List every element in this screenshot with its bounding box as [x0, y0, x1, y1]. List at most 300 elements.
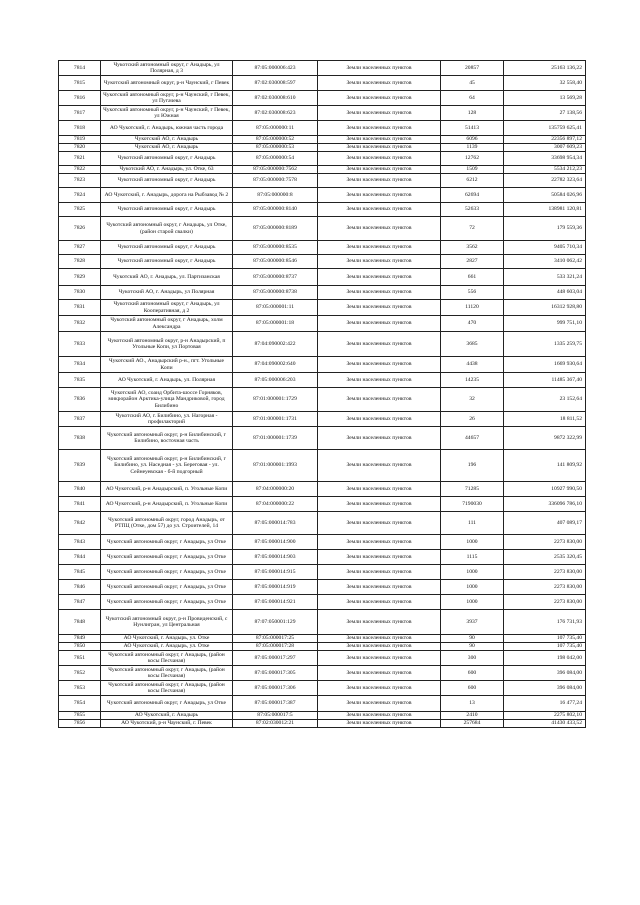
cell-cad: 87:05:000000:8737 — [233, 269, 318, 286]
table-row — [59, 681, 586, 696]
cell-cad: 87:01:000001:1739 — [233, 427, 318, 450]
cell-area: 20857 — [441, 61, 504, 76]
cell-val: 2535 320,45 — [504, 550, 586, 565]
table-row — [59, 610, 586, 635]
cell-cad: 87:05:000014:915 — [233, 565, 318, 580]
cell-area: 62694 — [441, 188, 504, 203]
table-body — [59, 61, 586, 728]
cell-addr: АО Чукотский, г. Анадырь, южная часть города — [101, 121, 233, 136]
cell-val: 10927 990,50 — [504, 482, 586, 497]
cell-addr: Чукотский автономный округ, р-н Чаунский, г Певек, ул Пугачева — [101, 91, 233, 106]
cell-addr: Чукотский автономный округ, г Анадырь, ул Отке, (район старой свалки) — [101, 217, 233, 241]
cell-n: 7818 — [59, 121, 101, 136]
cell-val: 2273 830,00 — [504, 535, 586, 550]
cell-n: 7836 — [59, 388, 101, 412]
table-row — [59, 217, 586, 241]
cell-addr: АО Чукотский, г. Анадырь, ул. Отке — [101, 635, 233, 643]
cell-n: 7815 — [59, 76, 101, 91]
table-row — [59, 696, 586, 712]
table-row — [59, 712, 586, 720]
cell-cad: 87:05:000000:8535 — [233, 241, 318, 255]
cell-cad: 87:01:000001:1993 — [233, 450, 318, 482]
cell-cad: 87:02:030012:21 — [233, 720, 318, 728]
cell-cat: Земли населенных пунктов — [318, 535, 441, 550]
cell-area: 1000 — [441, 595, 504, 610]
cell-cat: Земли населенных пунктов — [318, 357, 441, 373]
cell-addr: АО Чукотский, г. Анадырь, дорога на Рыбзавод № 2 — [101, 188, 233, 203]
cell-addr: Чукотский АО, соаид Орбита-шоссе Горняков, микрорайон Арктика-улица Мандриковой, город Билибино — [101, 388, 233, 412]
cell-val: 23 152,64 — [504, 388, 586, 412]
cell-val: 25163 136,22 — [504, 61, 586, 76]
cell-cat: Земли населенных пунктов — [318, 643, 441, 651]
cell-n: 7816 — [59, 91, 101, 106]
cell-cat: Земли населенных пунктов — [318, 241, 441, 255]
cell-area: 661 — [441, 269, 504, 286]
cell-val: 5534 212,23 — [504, 166, 586, 174]
cell-n: 7842 — [59, 512, 101, 535]
cell-n: 7832 — [59, 316, 101, 332]
cell-val: 13 569,28 — [504, 91, 586, 106]
cell-cat: Земли населенных пунктов — [318, 286, 441, 300]
cell-val: 22356 897,12 — [504, 136, 586, 144]
table-row — [59, 106, 586, 121]
cell-addr: Чукотский автономный округ, г Анадырь, ул Полярная, д 3 — [101, 61, 233, 76]
cell-area: 90 — [441, 635, 504, 643]
cell-area: 3685 — [441, 332, 504, 357]
cell-n: 7829 — [59, 269, 101, 286]
table-row — [59, 427, 586, 450]
cell-n: 7833 — [59, 332, 101, 357]
cell-val: 107 735,40 — [504, 643, 586, 651]
cell-val: 107 735,40 — [504, 635, 586, 643]
cell-val: 2273 830,00 — [504, 580, 586, 595]
table-row — [59, 174, 586, 188]
cell-n: 7856 — [59, 720, 101, 728]
cell-n: 7826 — [59, 217, 101, 241]
cell-cad: 87:04:090002:640 — [233, 357, 318, 373]
cell-area: 300 — [441, 651, 504, 666]
cell-cat: Земли населенных пунктов — [318, 300, 441, 316]
table-row — [59, 482, 586, 497]
cell-cad: 87:04:000000:20 — [233, 482, 318, 497]
cell-cad: 87:05:000000:7578 — [233, 174, 318, 188]
cell-cat: Земли населенных пунктов — [318, 681, 441, 696]
cell-cat: Земли населенных пунктов — [318, 427, 441, 450]
cell-cad: 87:05:000014:900 — [233, 535, 318, 550]
cell-addr: АО Чукотский, г. Анадырь, ул. Полярная — [101, 373, 233, 388]
cell-cat: Земли населенных пунктов — [318, 651, 441, 666]
cell-n: 7819 — [59, 136, 101, 144]
land-registry-sheet — [58, 60, 586, 728]
table-row — [59, 166, 586, 174]
cell-cat: Земли населенных пунктов — [318, 666, 441, 681]
cell-addr: Чукотский автономный округ, г Анадырь, (район косы Песчаная) — [101, 666, 233, 681]
cell-cat: Земли населенных пунктов — [318, 269, 441, 286]
cell-area: 4438 — [441, 357, 504, 373]
cell-cat: Земли населенных пунктов — [318, 332, 441, 357]
cell-area: 600 — [441, 681, 504, 696]
table-row — [59, 666, 586, 681]
cell-cat: Земли населенных пунктов — [318, 412, 441, 427]
cell-n: 7846 — [59, 580, 101, 595]
cell-cat: Земли населенных пунктов — [318, 152, 441, 166]
cell-cat: Земли населенных пунктов — [318, 565, 441, 580]
table-row — [59, 643, 586, 651]
cell-n: 7827 — [59, 241, 101, 255]
table-row — [59, 61, 586, 76]
cell-area: 470 — [441, 316, 504, 332]
cell-cat: Земли населенных пунктов — [318, 203, 441, 217]
cell-val: 179 559,36 — [504, 217, 586, 241]
cell-addr: Чукотский автономный округ, р-н Провиденский, с Нунлигран, ул Центральная — [101, 610, 233, 635]
cell-cad: 87:05:000014:919 — [233, 580, 318, 595]
table-row — [59, 269, 586, 286]
cell-n: 7825 — [59, 203, 101, 217]
cell-cat: Земли населенных пунктов — [318, 482, 441, 497]
cell-n: 7840 — [59, 482, 101, 497]
cell-area: 13 — [441, 696, 504, 712]
cell-val: 135759 625,41 — [504, 121, 586, 136]
cell-area: 2410 — [441, 712, 504, 720]
cell-area: 257684 — [441, 720, 504, 728]
cell-cad: 87:05:000017:297 — [233, 651, 318, 666]
table-row — [59, 188, 586, 203]
cell-val: 448 603,04 — [504, 286, 586, 300]
cell-cad: 87:05:000006:423 — [233, 61, 318, 76]
table-row — [59, 535, 586, 550]
table-row — [59, 450, 586, 482]
cell-val: 198 042,00 — [504, 651, 586, 666]
cell-cat: Земли населенных пунктов — [318, 174, 441, 188]
cell-n: 7821 — [59, 152, 101, 166]
cell-addr: АО Чукотский, р-н Чаунский, г. Певек — [101, 720, 233, 728]
table-row — [59, 300, 586, 316]
cell-n: 7823 — [59, 174, 101, 188]
cell-cat: Земли населенных пунктов — [318, 635, 441, 643]
cell-val: 1335 259,75 — [504, 332, 586, 357]
cell-val: 176 731,93 — [504, 610, 586, 635]
table-row — [59, 595, 586, 610]
table-row — [59, 203, 586, 217]
cell-val: 1669 930,64 — [504, 357, 586, 373]
cell-n: 7814 — [59, 61, 101, 76]
cell-area: 45 — [441, 76, 504, 91]
cell-area: 1139 — [441, 144, 504, 152]
cell-addr: Чукотский автономный округ, г Анадырь — [101, 255, 233, 269]
cell-cad: 87:02:030008:623 — [233, 106, 318, 121]
cell-val: 336096 786,10 — [504, 497, 586, 512]
cell-area: 111 — [441, 512, 504, 535]
cell-cat: Земли населенных пунктов — [318, 512, 441, 535]
cell-val: 396 084,00 — [504, 666, 586, 681]
table-row — [59, 91, 586, 106]
cell-val: 9872 322,99 — [504, 427, 586, 450]
cell-cat: Земли населенных пунктов — [318, 720, 441, 728]
table-row — [59, 635, 586, 643]
cell-val: 533 321,24 — [504, 269, 586, 286]
cell-addr: Чукотский автономный округ, г Анадырь, ул Отке — [101, 595, 233, 610]
cell-n: 7839 — [59, 450, 101, 482]
table-row — [59, 332, 586, 357]
cell-area: 90 — [441, 643, 504, 651]
table-row — [59, 497, 586, 512]
table-row — [59, 316, 586, 332]
table-row — [59, 580, 586, 595]
cell-val: 50584 026,96 — [504, 188, 586, 203]
cell-val: 32 558,40 — [504, 76, 586, 91]
cell-val: 141 809,92 — [504, 450, 586, 482]
cell-area: 1000 — [441, 535, 504, 550]
cell-n: 7820 — [59, 144, 101, 152]
cell-val: 2275 802,10 — [504, 712, 586, 720]
cell-val: 2273 830,00 — [504, 595, 586, 610]
table-row — [59, 388, 586, 412]
cell-addr: Чукотский АО, г. Анадырь — [101, 144, 233, 152]
cell-addr: Чукотский автономный округ, р-н Билибинский, г Билибино, восточная часть — [101, 427, 233, 450]
cell-cat: Земли населенных пунктов — [318, 106, 441, 121]
cell-n: 7835 — [59, 373, 101, 388]
cell-cat: Земли населенных пунктов — [318, 712, 441, 720]
cell-addr: Чукотский автономный округ, г Анадырь — [101, 174, 233, 188]
table-row — [59, 720, 586, 728]
cell-addr: Чукотский автономный округ, г Анадырь, ул Отке — [101, 696, 233, 712]
table-row — [59, 286, 586, 300]
cell-n: 7830 — [59, 286, 101, 300]
cell-cad: 87:02:030008:597 — [233, 76, 318, 91]
cell-n: 7841 — [59, 497, 101, 512]
cell-addr: Чукотский автономный округ, г Анадырь, (район косы Песчаная) — [101, 651, 233, 666]
cell-addr: Чукотский автономный округ, г Анадырь, ул Отке — [101, 535, 233, 550]
cell-cad: 87:05:000000:11 — [233, 121, 318, 136]
cell-n: 7847 — [59, 595, 101, 610]
table-row — [59, 121, 586, 136]
cell-cad: 87:01:000001:1731 — [233, 412, 318, 427]
cell-area: 196 — [441, 450, 504, 482]
cell-cat: Земли населенных пунктов — [318, 61, 441, 76]
cell-addr: Чукотский автономный округ, р-н Анадырский, п Угольные Копи, ул Портовая — [101, 332, 233, 357]
cell-cad: 87:05:000000:54 — [233, 152, 318, 166]
table-row — [59, 565, 586, 580]
cell-area: 2827 — [441, 255, 504, 269]
cell-addr: Чукотский автономный округ, г Анадырь — [101, 241, 233, 255]
cell-cad: 87:07:050001:129 — [233, 610, 318, 635]
cell-addr: Чукотский автономный округ, г Анадырь, (район косы Песчаная) — [101, 681, 233, 696]
cell-area: 6212 — [441, 174, 504, 188]
cell-val: 138981 120,81 — [504, 203, 586, 217]
cell-cat: Земли населенных пунктов — [318, 388, 441, 412]
cell-val: 27 138,56 — [504, 106, 586, 121]
cell-addr: Чукотский автономный округ, г Анадырь, ул Отке — [101, 565, 233, 580]
cell-cat: Земли населенных пунктов — [318, 91, 441, 106]
cell-cat: Земли населенных пунктов — [318, 255, 441, 269]
cell-cad: 87:05:000014:783 — [233, 512, 318, 535]
cell-addr: Чукотский автономный округ, г Анадырь — [101, 203, 233, 217]
cell-cat: Земли населенных пунктов — [318, 76, 441, 91]
table-row — [59, 241, 586, 255]
cell-cad: 87:04:090002:422 — [233, 332, 318, 357]
cell-area: 14235 — [441, 373, 504, 388]
cell-area: 1000 — [441, 580, 504, 595]
cell-cad: 87:05:000000:8546 — [233, 255, 318, 269]
cell-val: 396 084,00 — [504, 681, 586, 696]
cell-cad: 87:05:000017:306 — [233, 681, 318, 696]
cell-cad: 87:05:000001:11 — [233, 300, 318, 316]
cell-n: 7848 — [59, 610, 101, 635]
cell-n: 7855 — [59, 712, 101, 720]
cell-addr: Чукотский автономный округ, г Анадырь, ул Отке — [101, 580, 233, 595]
cell-n: 7838 — [59, 427, 101, 450]
table-row — [59, 76, 586, 91]
cell-cad: 87:02:030008:610 — [233, 91, 318, 106]
cell-addr: АО Чукотский, г. Анадырь — [101, 712, 233, 720]
cell-cat: Земли населенных пунктов — [318, 217, 441, 241]
cell-area: 44657 — [441, 427, 504, 450]
cell-n: 7824 — [59, 188, 101, 203]
table-row — [59, 152, 586, 166]
cell-cat: Земли населенных пунктов — [318, 121, 441, 136]
cell-cad: 87:04:000000:22 — [233, 497, 318, 512]
cell-cat: Земли населенных пунктов — [318, 497, 441, 512]
table-row — [59, 144, 586, 152]
cell-cad: 87:05:000000:52 — [233, 136, 318, 144]
table-row — [59, 255, 586, 269]
cell-addr: Чукотский автономный округ, г Анадырь, холм Александра — [101, 316, 233, 332]
cell-cad: 87:05:000017:5 — [233, 712, 318, 720]
cell-cad: 87:05:000000:8189 — [233, 217, 318, 241]
cell-cad: 87:05:000017:28 — [233, 643, 318, 651]
cell-cad: 87:01:000001:1729 — [233, 388, 318, 412]
cell-area: 32 — [441, 388, 504, 412]
cell-cad: 87:05:000000:8140 — [233, 203, 318, 217]
cell-addr: Чукотский АО, г. Анадырь, ул. Партизанская — [101, 269, 233, 286]
cell-addr: Чукотский АО, г. Билибино, ул. Нагорная - профилакторий — [101, 412, 233, 427]
cell-n: 7837 — [59, 412, 101, 427]
cell-n: 7854 — [59, 696, 101, 712]
cell-addr: АО Чукотский, г. Анадырь, ул. Отке — [101, 643, 233, 651]
cell-area: 600 — [441, 666, 504, 681]
cell-n: 7822 — [59, 166, 101, 174]
table-row — [59, 550, 586, 565]
cell-cad: 87:05:000000:7562 — [233, 166, 318, 174]
cell-addr: Чукотский АО, г. Анадырь, ул. Отке, 63 — [101, 166, 233, 174]
cell-area: 6096 — [441, 136, 504, 144]
cell-addr: Чукотский АО, г. Анадырь, ул Полярная — [101, 286, 233, 300]
cell-cad: 87:05:000017:25 — [233, 635, 318, 643]
land-plots-table — [58, 60, 586, 728]
cell-n: 7853 — [59, 681, 101, 696]
cell-val: 9405 710,34 — [504, 241, 586, 255]
cell-n: 7828 — [59, 255, 101, 269]
table-row — [59, 651, 586, 666]
cell-addr: Чукотский автономный округ, г Анадырь — [101, 152, 233, 166]
cell-val: 407 089,17 — [504, 512, 586, 535]
cell-addr: Чукотский автономный округ, р-н Чаунский, г Певек, ул Южная — [101, 106, 233, 121]
cell-n: 7831 — [59, 300, 101, 316]
cell-n: 7849 — [59, 635, 101, 643]
cell-area: 12762 — [441, 152, 504, 166]
cell-addr: Чукотский автономный округ, город Анадырь, от РТПЦ (Отке, дом 57) до ул. Строителей, 14 — [101, 512, 233, 535]
cell-cat: Земли населенных пунктов — [318, 580, 441, 595]
cell-addr: Чукотский автономный округ, р-н Билибинский, г Билибино, ул. Наседная - ул. Береговая - ул. Сейнеуевская - б-й подгорный — [101, 450, 233, 482]
cell-cat: Земли населенных пунктов — [318, 610, 441, 635]
cell-cad: 87:05:000014:921 — [233, 595, 318, 610]
cell-cat: Земли населенных пунктов — [318, 550, 441, 565]
cell-cad: 87:05:000001:18 — [233, 316, 318, 332]
cell-cat: Земли населенных пунктов — [318, 136, 441, 144]
cell-val: 3007 609,23 — [504, 144, 586, 152]
cell-area: 26 — [441, 412, 504, 427]
cell-cat: Земли населенных пунктов — [318, 696, 441, 712]
table-row — [59, 373, 586, 388]
cell-addr: Чукотский АО, г. Анадырь — [101, 136, 233, 144]
cell-addr: АО Чукотский, р-н Анадырский, п. Угольные Копи — [101, 482, 233, 497]
cell-val: 41430 433,52 — [504, 720, 586, 728]
cell-val: 3410 062,42 — [504, 255, 586, 269]
cell-addr: Чукотский автономный округ, г Анадырь, ул Отке — [101, 550, 233, 565]
cell-val: 11485 367,40 — [504, 373, 586, 388]
table-row — [59, 136, 586, 144]
cell-val: 999 751,10 — [504, 316, 586, 332]
cell-addr: Чукотский АО., Анадырский р-н., пгт. Угольные Копи — [101, 357, 233, 373]
cell-cat: Земли населенных пунктов — [318, 316, 441, 332]
cell-n: 7852 — [59, 666, 101, 681]
cell-n: 7843 — [59, 535, 101, 550]
cell-area: 64 — [441, 91, 504, 106]
cell-addr: Чукотский автономный округ, г Анадырь, ул Кооперативная, д 2 — [101, 300, 233, 316]
cell-area: 128 — [441, 106, 504, 121]
cell-area: 7190030 — [441, 497, 504, 512]
cell-val: 16 477,24 — [504, 696, 586, 712]
cell-area: 556 — [441, 286, 504, 300]
cell-area: 3562 — [441, 241, 504, 255]
cell-cad: 87:05:000000:53 — [233, 144, 318, 152]
cell-cad: 87:05:000017:387 — [233, 696, 318, 712]
cell-n: 7817 — [59, 106, 101, 121]
cell-n: 7845 — [59, 565, 101, 580]
cell-cat: Земли населенных пунктов — [318, 144, 441, 152]
cell-cad: 87:05:000000:8 — [233, 188, 318, 203]
cell-cad: 87:05:000017:305 — [233, 666, 318, 681]
table-row — [59, 412, 586, 427]
cell-area: 3937 — [441, 610, 504, 635]
cell-area: 51413 — [441, 121, 504, 136]
cell-n: 7844 — [59, 550, 101, 565]
cell-cad: 87:05:000000:8738 — [233, 286, 318, 300]
cell-n: 7834 — [59, 357, 101, 373]
cell-area: 72 — [441, 217, 504, 241]
cell-cat: Земли населенных пунктов — [318, 595, 441, 610]
cell-cad: 87:05:000014:903 — [233, 550, 318, 565]
table-row — [59, 512, 586, 535]
cell-area: 1509 — [441, 166, 504, 174]
cell-addr: Чукотский автономный округ, р-н Чаунский, г Певек — [101, 76, 233, 91]
cell-cat: Земли населенных пунктов — [318, 450, 441, 482]
cell-val: 16312 928,80 — [504, 300, 586, 316]
cell-cad: 87:05:000006:203 — [233, 373, 318, 388]
cell-n: 7850 — [59, 643, 101, 651]
cell-n: 7851 — [59, 651, 101, 666]
cell-val: 33698 954,34 — [504, 152, 586, 166]
table-row — [59, 357, 586, 373]
cell-cat: Земли населенных пунктов — [318, 373, 441, 388]
cell-area: 1115 — [441, 550, 504, 565]
cell-val: 18 811,52 — [504, 412, 586, 427]
cell-val: 2273 830,00 — [504, 565, 586, 580]
cell-area: 11120 — [441, 300, 504, 316]
cell-val: 22782 323,64 — [504, 174, 586, 188]
cell-area: 52633 — [441, 203, 504, 217]
cell-addr: АО Чукотский, р-н Анадырский, п. Угольные Копи — [101, 497, 233, 512]
